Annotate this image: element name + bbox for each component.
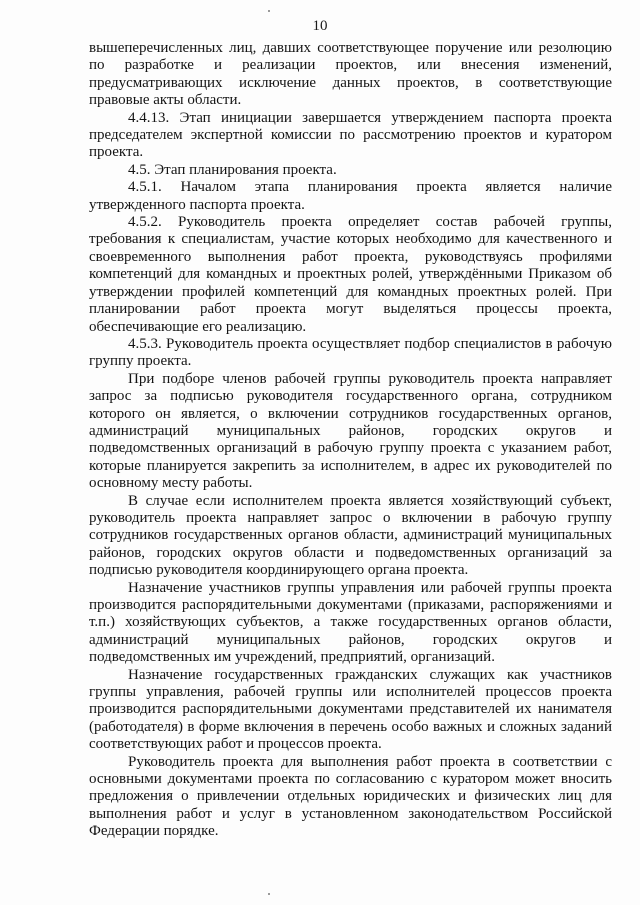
paragraph: При подборе членов рабочей группы руководитель проекта направляет запрос за подписью руководителя государственного органа, сотрудником которого он является, о включении сотрудников государственных органов, администраций муниципальных районов, городских округов и подведомственных организаций в рабочую группу проекта с указанием работ, которые планируется закрепить за исполнителем, в адрес их руководителей по основному месту работы. xyxy=(89,370,612,492)
paragraph: 4.5.1. Началом этапа планирования проекта является наличие утвержденного паспорта проекта. xyxy=(89,179,612,213)
scan-speck xyxy=(268,893,270,895)
paragraph: В случае если исполнителем проекта является хозяйствующий субъект, руководитель проекта направляет запрос о включении в рабочую группу сотрудников государственных органов области, администраций муниципальных районов, городских округов области и подведомственных организаций за подписью руководителя координирующего органа проекта. xyxy=(89,492,612,579)
paragraph: 4.5.3. Руководитель проекта осуществляет подбор специалистов в рабочую группу проекта. xyxy=(89,335,612,370)
paragraph: 4.5.2. Руководитель проекта определяет состав рабочей группы, требования к специалистам, участие которых необходимо для качественного и своевременного выполнения работ проекта, руководствуясь профилями компетенций для командных и проектных ролей, утверждёнными Приказом об утверждении профилей компетенций для командных проектных ролей. При планировании работ проекта могут выделяться процессы проекта, обеспечивающие его реализацию. xyxy=(89,214,612,335)
scan-speck xyxy=(268,10,270,12)
paragraph-heading: 4.5. Этап планирования проекта. xyxy=(128,161,337,178)
paragraph: вышеперечисленных лиц, давших соответствующее поручение или резолюцию по разработке и реализации проектов, или внесения изменений, предусматривающих исключение данных проектов, в соответствующие правовые акты области. xyxy=(89,40,612,109)
page-number: 10 xyxy=(312,18,328,34)
paragraph: Назначение государственных гражданских служащих как участников группы управления, рабочей группы или исполнителей процессов проекта производится распорядительными документами представителей их нанимателя (работодателя) в форме включения в перечень особо важных и сложных заданий соответствующих работ и процессов проекта. xyxy=(89,666,612,753)
paragraph: 4.4.13. Этап инициации завершается утверждением паспорта проекта председателем экспертной комиссии по рассмотрению проектов и куратором проекта. xyxy=(89,109,612,161)
paragraph: Руководитель проекта для выполнения работ проекта в соответствии с основными документами проекта по согласованию с куратором может вносить предложения о привлечении отдельных юридических и физических лиц для выполнения работ и услуг в установленном законодательством Российской Федерации порядке. xyxy=(89,753,612,840)
paragraph: Назначение участников группы управления или рабочей группы проекта производится распорядительными документами (приказами, распоряжениями и т.п.) хозяйствующих субъектов, а также государственных органов области, администраций муниципальных районов, городских округов и подведомственных им учреждений, предприятий, организаций. xyxy=(89,579,612,666)
document-body xyxy=(89,40,612,841)
